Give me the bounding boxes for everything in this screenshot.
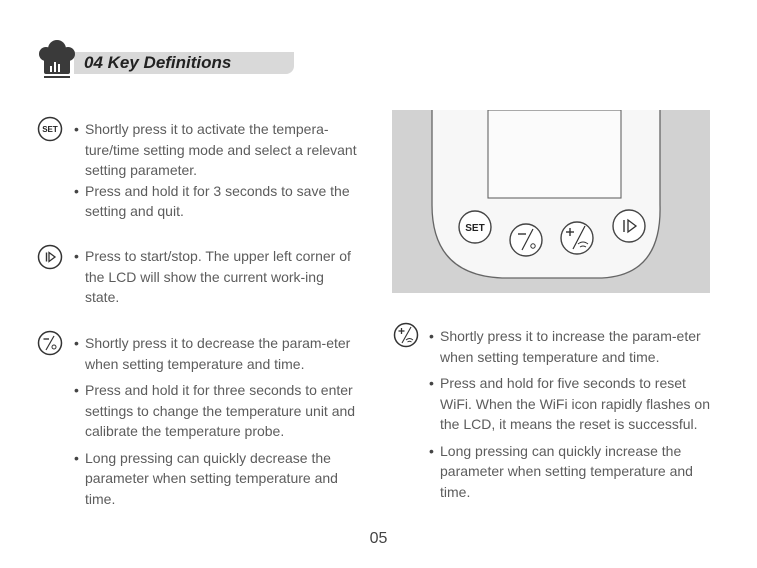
chef-hat-icon [36, 40, 78, 80]
svg-text:SET: SET [465, 223, 485, 234]
start-stop-key-description [74, 246, 359, 308]
device-set-button [459, 211, 491, 243]
list-item: • Shortly press it to decrease the param-eter when setting temperature and time. [74, 333, 359, 374]
list-item: • Press and hold it for 3 seconds to save the setting and quit. [74, 181, 359, 222]
list-item: • Press and hold it for three seconds to enter settings to change the temperature unit and calibrate the temperature probe. [74, 380, 359, 442]
set-key-description [74, 119, 359, 222]
list-item: • Shortly press it to activate the tempera-ture/time setting mode and select a relevant setting parameter. [74, 119, 359, 181]
device-illustration [392, 110, 710, 293]
device-start-button [613, 210, 645, 242]
section-header [36, 40, 256, 82]
minus-unit-key-icon [37, 330, 63, 356]
start-stop-key-icon [37, 244, 63, 270]
device-plus-button [561, 222, 593, 254]
device-minus-button [510, 224, 542, 256]
set-key-icon [37, 116, 63, 142]
list-item: • Long pressing can quickly increase the parameter when setting temperature and time. [429, 441, 714, 503]
plus-wifi-key-icon [393, 322, 419, 348]
list-item: • Shortly press it to increase the param-eter when setting temperature and time. [429, 326, 714, 367]
plus-key-description [429, 326, 714, 502]
minus-key-description [74, 333, 359, 509]
list-item: • Press to start/stop. The upper left corner of the LCD will show the current work-ing state. [74, 246, 359, 308]
list-item: • Press and hold for five seconds to reset WiFi. When the WiFi icon rapidly flashes on the LCD, it means the reset is successful. [429, 373, 714, 435]
page-title: 04 Key Definitions [84, 53, 232, 72]
svg-text:SET: SET [42, 125, 58, 134]
list-item: • Long pressing can quickly decrease the parameter when setting temperature and time. [74, 448, 359, 510]
page-number: 05 [369, 530, 388, 547]
